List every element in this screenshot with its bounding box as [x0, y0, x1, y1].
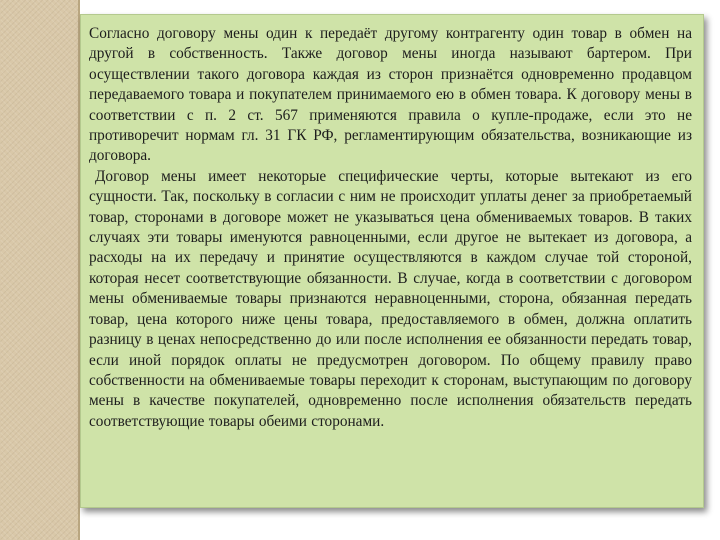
- text-box: [80, 14, 704, 508]
- decorative-side-stripe: [0, 0, 80, 540]
- paragraph-1: Согласно договору мены один к передаёт другому контрагенту один товар в обмен на другой в собственность. Также договор мены иногда называют бартером. При осуществлении такого договора каждая из сторон признаётся одновременно продавцом передаваемого товара и покупателем принимаемого ею в обмен товара. К договору мены в соответствии с п. 2 ст. 567 применяются правила о купле-продаже, если это не противоречит нормам гл. 31 ГК РФ, регламентирующим обязательства, возникающие из договора.: [89, 25, 692, 165]
- paragraph-2: Договор мены имеет некоторые специфические черты, которые вытекают из его сущности. Так, поскольку в согласии с ним не происходит уплаты денег за приобретаемый товар, сторонами в договоре может не указываться цена обмениваемых товаров. В таких случаях эти товары именуются равноценными, если другое не вытекает из договора, а расходы на их передачу и принятие осуществляются в каждом случае той стороной, которая несет соответствующие обязанности. В случае, когда в соответствии с договором мены обмениваемые товары признаются неравноценными, сторона, обязанная передать товар, цена которого ниже цены товара, предоставляемого в обмен, должна оплатить разницу в ценах непосредственно до или после исполнения ее обязанности передать товар, если иной порядок оплаты не предусмотрен договором. По общему правилу право собственности на обмениваемые товары переходит к сторонам, выступающим по договору мены в качестве покупателей, одновременно после исполнения обязательств передать соответствующие товары обеими сторонами.: [89, 167, 692, 430]
